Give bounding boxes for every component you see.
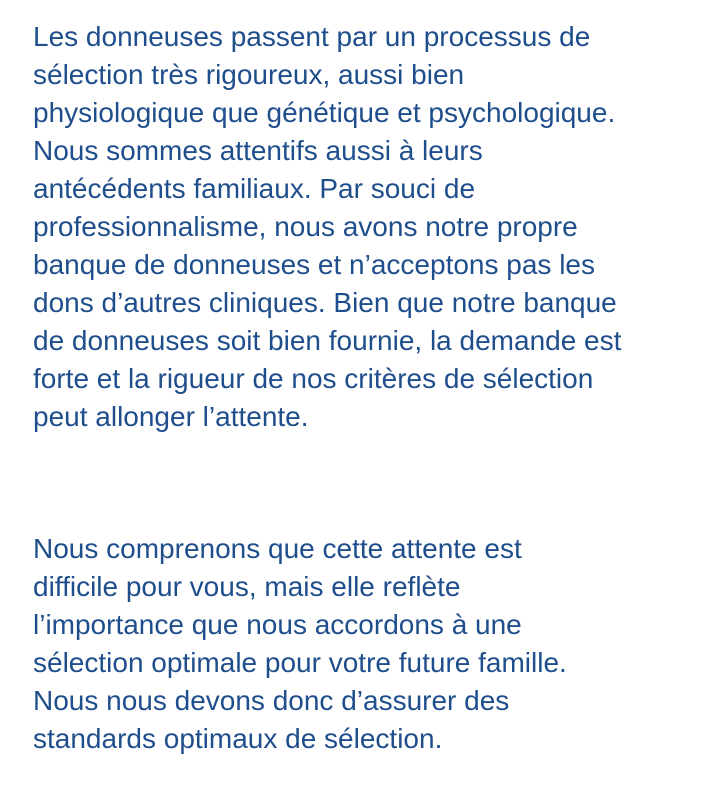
paragraph-line: professionnalisme, nous avons notre propre <box>33 211 578 242</box>
paragraph-line: forte et la rigueur de nos critères de sélection <box>33 363 594 394</box>
paragraph-line: standards optimaux de sélection. <box>33 723 443 754</box>
paragraph-line: peut allonger l’attente. <box>33 401 309 432</box>
paragraph-line: de donneuses soit bien fournie, la demande est <box>33 325 622 356</box>
paragraph-donor-selection <box>33 18 703 436</box>
paragraph-line: sélection très rigoureux, aussi bien <box>33 59 465 90</box>
paragraph-line: sélection optimale pour votre future famille. <box>33 647 567 678</box>
paragraph-line: Nous sommes attentifs aussi à leurs <box>33 135 483 166</box>
paragraph-line: Nous comprenons que cette attente est <box>33 533 522 564</box>
paragraph-line: antécédents familiaux. Par souci de <box>33 173 476 204</box>
paragraph-line: Nous nous devons donc d’assurer des <box>33 685 510 716</box>
paragraph-line: l’importance que nous accordons à une <box>33 609 522 640</box>
paragraph-line: banque de donneuses et n’acceptons pas les <box>33 249 595 280</box>
paragraph-line: dons d’autres cliniques. Bien que notre banque <box>33 287 617 318</box>
article-body <box>33 18 703 758</box>
paragraph-waiting-explanation <box>33 530 703 758</box>
paragraph-line: difficile pour vous, mais elle reflète <box>33 571 461 602</box>
paragraph-line: Les donneuses passent par un processus de <box>33 21 591 52</box>
paragraph-line: physiologique que génétique et psychologique. <box>33 97 616 128</box>
